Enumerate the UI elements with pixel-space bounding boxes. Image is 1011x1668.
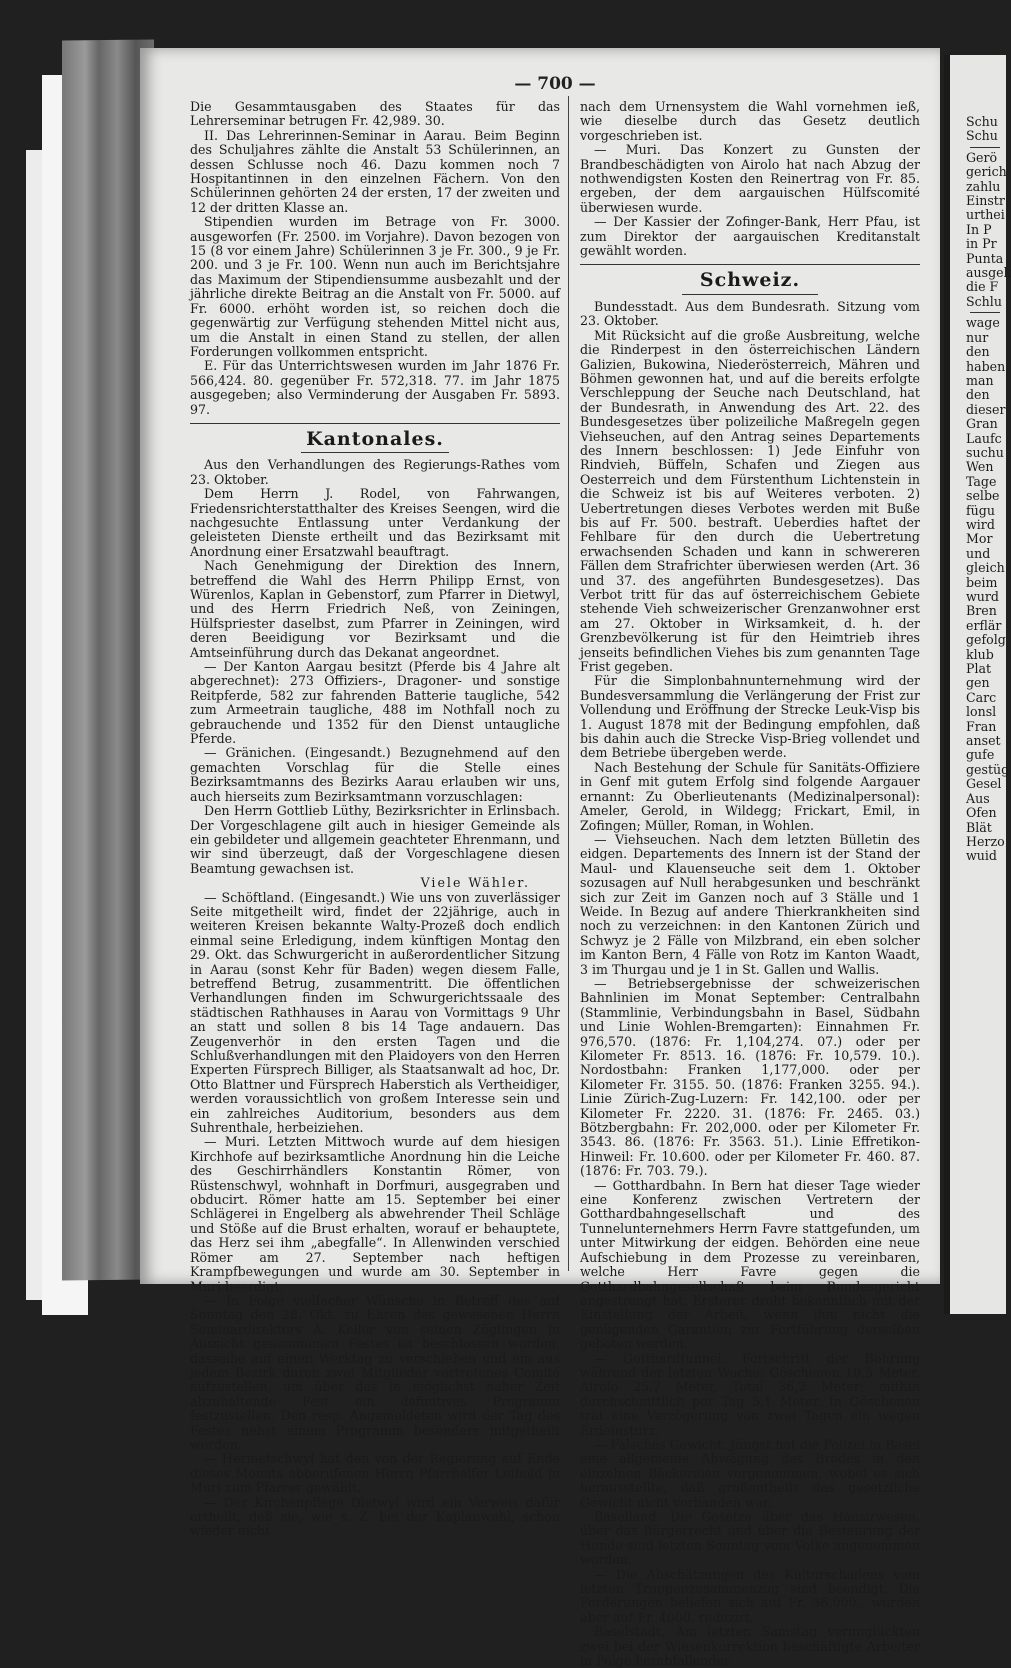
- article-paragraph: E. Für das Unterrichtswesen wurden im Jahr 1876 Fr. 566,424. 80. gegenüber Fr. 572,318. 77. im Jahr 1875 ausgegeben; also Verminderung der Ausgaben Fr. 5893. 97.: [190, 358, 560, 417]
- article-paragraph: Bundesstadt. Aus dem Bundesrath. Sitzung vom 23. Oktober.: [580, 298, 920, 329]
- article-paragraph: Den Herrn Gottlieb Lüthy, Bezirksrichter in Erlinsbach. Der Vorgeschlagene gilt auch in hiesiger Gemeinde als ein gebildeter und allgemein geachteter Ehrenmann, und wir sind überzeugt, daß der Vorgeschlagene diesen Beamtung gewachsen ist.: [190, 803, 560, 876]
- adjacent-page-line: Fran: [966, 718, 997, 734]
- article-paragraph: — Betriebsergebnisse der schweizerischen Bahnlinien im Monat September: Centralbahn (Stammlinie, Verbindungsbahn in Basel, Südbahn und Linie Wohlen-Bremgarten): Einnahmen Fr. 976,570. (1876: Fr. 1,104,274. 07.) oder per Kilometer Fr. 8513. 16. (1876: Fr. 10,579. 10.). Nordostbahn: Franken 1,177,000. oder per Kilometer Fr. 3155. 50. (1876: Franken 3255. 94.). Linie Zürich-Zug-Luzern: Fr. 142,100. oder per Kilometer Fr. 2220. 31. (1876: Fr. 2465. 03.) Bötzbergbahn: Fr. 202,000. oder per Kilometer Fr. 3543. 86. (1876: Fr. 3563. 51.). Linie Effretikon-Hinweil: Fr. 10.600. oder per Kilometer Fr. 460. 87. (1876: Fr. 703. 79.).: [580, 975, 920, 1179]
- adjacent-page-line: selbe: [966, 488, 1000, 504]
- adjacent-page-line: Laufc: [966, 430, 1002, 446]
- adjacent-page-line: Schlu: [966, 293, 1002, 309]
- adjacent-page-line: Plat: [966, 661, 992, 677]
- article-paragraph: — Gränichen. (Eingesandt.) Bezugnehmend auf den gemachten Vorschlag für die Stelle eines Bezirksamtmanns des Bezirks Aarau erlauben wir uns, auch hierseits zum Bezirksamtmann vorzuschlagen:: [190, 745, 560, 804]
- article-paragraph: Nach Bestehung der Schule für Sanitäts-Offiziere in Genf mit gutem Erfolg sind folgende Aargauer ernannt: Zu Oberlieutenants (Medizinalpersonal): Ameler, Gerold, in Wildegg; Frickart, Emil, in Zofingen; Müller, Roman, in Wohlen.: [580, 759, 920, 833]
- article-paragraph: — Muri. Das Konzert zu Gunsten der Brandbeschädigten von Airolo hat nach Abzug der nothwendigsten Kosten den Reinertrag von Fr. 85. ergeben, der dem aargauischen Hülfscomité überwiesen wurde.: [580, 142, 920, 215]
- adjacent-page-line: In P: [966, 221, 992, 237]
- article-paragraph: — Schöftland. (Eingesandt.) Wie uns von zuverlässiger Seite mitgetheilt wird, findet der 22jährige, auch in weiteren Kreisen bekannte Walty-Prozeß doch endlich einmal seine Erledigung, indem künftigen Montag den 29. Okt. das Schwurgericht in außerordentlicher Sitzung in Aarau (sonst Kehr für Baden) wegen diesem Falle, betreffend Betrug, zusammentritt. Die öffentlichen Verhandlungen finden im Schwurgerichtssaale des städtischen Rathhauses in Aarau von Vormittags 9 Uhr an statt und sollen 8 bis 14 Tage andauern. Das Zeugenverhör in den ersten Tagen und die Schlußverhandlungen mit den Plaidoyers von den Herren Experten Fürsprech Billiger, als Staatsanwalt ad hoc, Dr. Otto Blattner und Fürsprech Haberstich als Vertheidiger, werden voraussichtlich von großem Interesse sein und ein zahlreiches Auditorium, besonders aus dem Suhrenthale, herbeiziehen.: [190, 889, 560, 1136]
- article-paragraph: Dem Herrn J. Rodel, von Fahrwangen, Friedensrichterstatthalter des Kreises Seengen, wird die nachgesuchte Entlassung unter Verdankung der geleisteten Dienste ertheilt und das Bezirksamt mit Anordnung einer Ersatzwahl beauftragt.: [190, 486, 560, 559]
- adjacent-page-line: haben: [966, 358, 1006, 374]
- adjacent-page-line: gerich: [966, 164, 1007, 180]
- adjacent-page-line: Bren: [966, 603, 997, 619]
- divider: [682, 294, 818, 295]
- article-paragraph: — Muri. Letzten Mittwoch wurde auf dem hiesigen Kirchhofe auf bezirksamtliche Anordnung hin die Leiche des Geschirrhändlers Konstantin Römer, von Rüstenschwyl, wohnhaft in Dorfmuri, ausgegraben und obducirt. Römer hatte am 15. September bei einer Schlägerei in Engelberg als abwehrender Theil Schläge und Stöße auf die Brust erhalten, worauf er behauptete, das Herz sei ihm „abegfalle“. In Allenwinden verschied Römer am 27. September nach heftigen Krampfbewegungen und wurde am 30. September in Muri beerdigt.: [190, 1134, 560, 1294]
- adjacent-page-line: gufe: [966, 747, 995, 763]
- adjacent-page-line: den: [966, 344, 990, 360]
- adjacent-page-line: wage: [966, 315, 1000, 331]
- adjacent-page-line: beim: [966, 574, 998, 590]
- article-paragraph: Aus den Verhandlungen des Regierungs-Rathes vom 23. Oktober.: [190, 457, 560, 487]
- newspaper-page: [140, 48, 940, 1668]
- adjacent-page-line: suchu: [966, 444, 1004, 460]
- adjacent-page-line: zahlu: [966, 178, 1001, 194]
- article-paragraph: — Der Kassier der Zofinger-Bank, Herr Pfau, ist zum Direktor der aargauischen Kreditanstalt gewählt worden.: [580, 214, 920, 259]
- adjacent-page-line: wuid: [966, 848, 997, 864]
- adjacent-page-line: die F: [966, 279, 999, 295]
- divider: [580, 264, 920, 265]
- adjacent-page-line: wurd: [966, 589, 999, 604]
- article-paragraph: — Gotthardbahn. In Bern hat dieser Tage wieder eine Konferenz zwischen Vertretern der Gotthardbahngesellschaft und des Tunnelunternehmers Herrn Favre stattgefunden, um unter Mitwirkung der eidgen. Behörden eine neue Aufschiebung in dem Prozesse zu vereinbaren, welche Herr Favre gegen die Gotthardbahngesellschaft beim Bundesgericht angestrengt hat. Ersterer droht bekanntlich mit der Einstellung der Arbeit, wenn ihm nicht die genügenden Garantien zur Fortführung derselben geboten werden.: [580, 1177, 920, 1352]
- adjacent-page-line: Aus: [966, 790, 990, 806]
- adjacent-page-line: klub: [966, 646, 994, 662]
- article-paragraph: Baselland. Die Gesetze über das Hausirwesen, über das Bürgerrecht und über die Besteurung der Hunde sind letzten Sonntag vom Volke angenommen worden.: [580, 1509, 920, 1568]
- article-paragraph: Nach Genehmigung der Direktion des Innern, betreffend die Wahl des Herrn Philipp Ernst, von Würenlos, Kaplan in Gebenstorf, zum Pfarrer in Dietwyl, und des Herrn Friedrich Neß, von Zeiningen, Hülfspriester daselbst, zum Pfarrer in Zeiningen, wird deren Beeidigung vor Bezirksamt und die Amtseinführung durch das Dekanat angeordnet.: [190, 558, 560, 660]
- adjacent-page-line: man: [966, 372, 994, 388]
- adjacent-page-line: lonsl: [966, 704, 997, 720]
- adjacent-page-line: den: [966, 387, 990, 403]
- article-paragraph: — Viehseuchen. Nach dem letzten Bülletin des eidgen. Departements des Innern ist der Stand der Maul- und Klauenseuche seit dem 1. Oktober sozusagen auf Null herabgesunken und beschränkt sich zur Zeit im Ganzen noch auf 3 Ställe und 1 Weide. In Bezug auf andere Thierkrankheiten sind noch zu verzeichnen: in den Kantonen Zürich und Schwyz je 2 Fälle von Milzbrand, ein eben solcher im Kanton Bern, 4 Fälle von Rotz im Kanton Waadt, 3 im Thurgau und je 1 in St. Gallen und Wallis.: [580, 831, 920, 977]
- adjacent-page-line: Schu: [966, 114, 998, 129]
- article-paragraph: — Gotthardtunnel. Fortschritt der Bohrung während der letzten Woche: Göschenen 10,5 Meter, Airolo 25,7 Meter, Total 36,2 Meter; mithin durchschnittlich per Tag 5,1 Meter. In Göschenen trat eine Verzögerung von zwei Tagen ein wegen Erdeinsturz.: [580, 1350, 920, 1438]
- adjacent-page-line: Tage: [966, 473, 997, 489]
- adjacent-page-line: Gesel: [966, 776, 1002, 792]
- article-paragraph: II. Das Lehrerinnen-Seminar in Aarau. Beim Beginn des Schuljahres zählte die Anstalt 53 Schülerinnen, an dessen Schlusse noch 46. Dazu kommen noch 7 Hospitantinnen in den einzelnen Fächern. Von den Schülerinnen gehörten 24 der ersten, 17 der zweiten und 12 der dritten Klasse an.: [190, 127, 560, 215]
- adjacent-page-line: gleich: [966, 560, 1005, 576]
- article-paragraph: nach dem Urnensystem die Wahl vornehmen ieß, wie dieselbe durch das Gesetz deutlich vorgeschrieben ist.: [580, 99, 920, 143]
- adjacent-page-line: Blät: [966, 819, 992, 835]
- adjacent-page-line: Schu: [966, 128, 998, 144]
- article-paragraph: — Der Kirchenpflege Dietwyl wird ein Verweis dafür ertheilt, daß sie, wie s. Z. bei der Kaplanwahl, schon wieder nicht: [190, 1494, 560, 1539]
- section-heading-kantonales: Kantonales.: [306, 427, 444, 450]
- article-paragraph: — Falsches Gewicht. Jüngst hat die Polizei in Basel eine allgemeine Abwägung des Brodes in den einzelnen Bäckereien vorgenommen, wobei es sich herausstellte, daß großentheils das gesetzliche Gewicht nicht vorhanden war.: [580, 1436, 920, 1510]
- adjacent-page: [944, 55, 1011, 1314]
- adjacent-page-line: dieser: [966, 401, 1006, 417]
- adjacent-page-line: Carc: [966, 689, 997, 705]
- section-heading-schweiz: Schweiz.: [699, 269, 801, 292]
- article-paragraph: — Der Kanton Aargau besitzt (Pferde bis 4 Jahre alt abgerechnet): 273 Offiziers-, Dragoner- und sonstige Reitpferde, 582 zur fahrenden Batterie taugliche, 542 zum Armeetrain taugliche, 488 im Nothfall noch zu gebrauchende und 1352 für den Dienst untaugliche Pferde.: [190, 659, 560, 747]
- adjacent-page-text: [950, 115, 1011, 864]
- adjacent-page-line: nur: [966, 329, 989, 345]
- page-number: — 700 —: [514, 74, 596, 94]
- left-column: [190, 99, 560, 1539]
- adjacent-page-line: Mor: [966, 531, 993, 547]
- column-divider: [568, 96, 569, 1271]
- adjacent-page-line: Einstr: [966, 193, 1005, 209]
- adjacent-page-line: Herzo: [966, 833, 1005, 849]
- adjacent-page-line: gen: [966, 675, 990, 691]
- adjacent-page-line: ausgek: [966, 265, 1011, 281]
- adjacent-page-line: und: [966, 545, 991, 561]
- adjacent-page-line: gestüg: [966, 761, 1010, 777]
- article-paragraph: Baselstadt. Am letzten Samstag verunglückten zwei bei der Wiesenkorrektion beschäftigte Arbeiter in Folge herabfallender: [580, 1624, 920, 1668]
- adjacent-page-line: Punta: [966, 250, 1004, 266]
- article-paragraph: Mit Rücksicht auf die große Ausbreitung, welche die Rinderpest in den österreichischen Ländern Galizien, Bukowina, Niederösterreich, Mähren und Böhmen gewonnen hat, und auf die bereits erfolgte Verschleppung der Seuche nach Deutschland, hat der Bundesrath, in Anwendung des Art. 22. des Bundesgesetzes über polizeiliche Maßregeln gegen Viehseuchen, auf den Antrag seines Departements des Innern beschlossen: 1) Jede Einfuhr von Rindvieh, Büffeln, Schafen und Ziegen aus Oesterreich und dem Fürstenthum Lichtenstein in die Schweiz ist bis auf Weiteres verboten. 2) Uebertretungen dieses Verbotes werden mit Buße bis auf Fr. 500. bestraft. Ueberdies haftet der Fehlbare für den durch die Uebertretung erwachsenden Schaden und kann in schwereren Fällen dem Strafrichter überwiesen werden (Art. 36 und 37. des angeführten Bundesgesetzes). Das Verbot tritt für das auf österreichischem Gebiete stehende Vieh schweizerischer Grenzanwohner erst am 27. Oktober in Wirksamkeit, d. h. der Grenzbevölkerung ist für den Heimtrieb ihres jenseits befindlichen Viehes bis zum genannten Tage Frist gegeben.: [580, 327, 920, 675]
- adjacent-page-line: gefolg: [966, 632, 1006, 648]
- adjacent-page-line: Ofen: [966, 805, 997, 821]
- adjacent-page-line: fügu: [966, 502, 995, 518]
- article-paragraph: Für die Simplonbahnunternehmung wird der Bundesversammlung die Verlängerung der Frist zur Vollendung und Eröffnung der Strecke Leuk-Visp bis 1. August 1878 mit der Bedingung empfohlen, daß bis dahin auch die Strecke Visp-Brieg vollendet und dem Betriebe übergeben werde.: [580, 673, 920, 761]
- divider: [301, 452, 449, 453]
- adjacent-page-line: Gerö: [966, 149, 998, 165]
- adjacent-page-line: in Pr: [966, 236, 997, 252]
- adjacent-page-line: urthei: [966, 207, 1005, 223]
- article-paragraph: Stipendien wurden im Betrage von Fr. 3000. ausgeworfen (Fr. 2500. im Vorjahre). Davon bezogen von 15 (8 vor einem Jahre) Schülerinnen 3 je Fr. 300., 9 je Fr. 200. und 3 je Fr. 100. Wenn nun auch im Berichtsjahre das Maximum der Stipendiensumme ausbezahlt und der jährliche direkte Beitrag an die Anstalt von Fr. 5000. auf Fr. 6000. erhöht worden ist, so reichen doch die gegenwärtig zur Verfügung stehenden Mittel nicht aus, um die Anstalt in einen Stand zu stellen, der allen Forderungen vollkommen entspricht.: [190, 214, 560, 359]
- article-paragraph: Die Gesammtausgaben des Staates für das Lehrerseminar betrugen Fr. 42,989. 30.: [190, 99, 560, 129]
- adjacent-page-line: erflär: [966, 617, 1002, 633]
- article-paragraph: — Hermetschwyl hat den von der Regierung auf Ende dieses Monats abberufenen Herrn Pfarrhelfer Leibold in Muri zum Pfarrer gewählt.: [190, 1451, 560, 1496]
- divider: [970, 312, 1000, 313]
- adjacent-page-line: anset: [966, 733, 1001, 749]
- adjacent-page-line: wird: [966, 516, 995, 532]
- article-paragraph: — Die Abschätzungen des Kulturschadens vom letzten Truppenzusammenzug sind beendigt. Die Forderungen beliefen sich auf Fr. 36,000., wurden aber auf Fr. 4000. reduzirt.: [580, 1566, 920, 1625]
- divider: [190, 423, 560, 424]
- divider: [970, 147, 1000, 148]
- signature: Viele Wähler.: [420, 875, 530, 891]
- adjacent-page-line: Wen: [966, 459, 994, 475]
- article-paragraph: — In Folge vielfacher Wünsche in Betreff des auf Sonntag den 28. Okt. zu Ehren des gewesenen Herrn Seminardirektors A. Keller von seinen Zöglingen in Aussicht genommenen Festes ist beschlossen worden, dasselbe auf einen Werktag zu verschieben und ein aus jedem Bezirk durch zwei Mitglieder vertretenes Comité aufzustellen, um über das in möglichst naher Zeit abzuhaltende Fest ein definitives Programm festzustellen. Den resp. Angemeldeten wird der Tag des Festes nebst einem Programm besonders mitgetheilt werden.: [190, 1292, 560, 1452]
- right-column: [580, 99, 920, 1668]
- adjacent-page-line: Gran: [966, 416, 998, 432]
